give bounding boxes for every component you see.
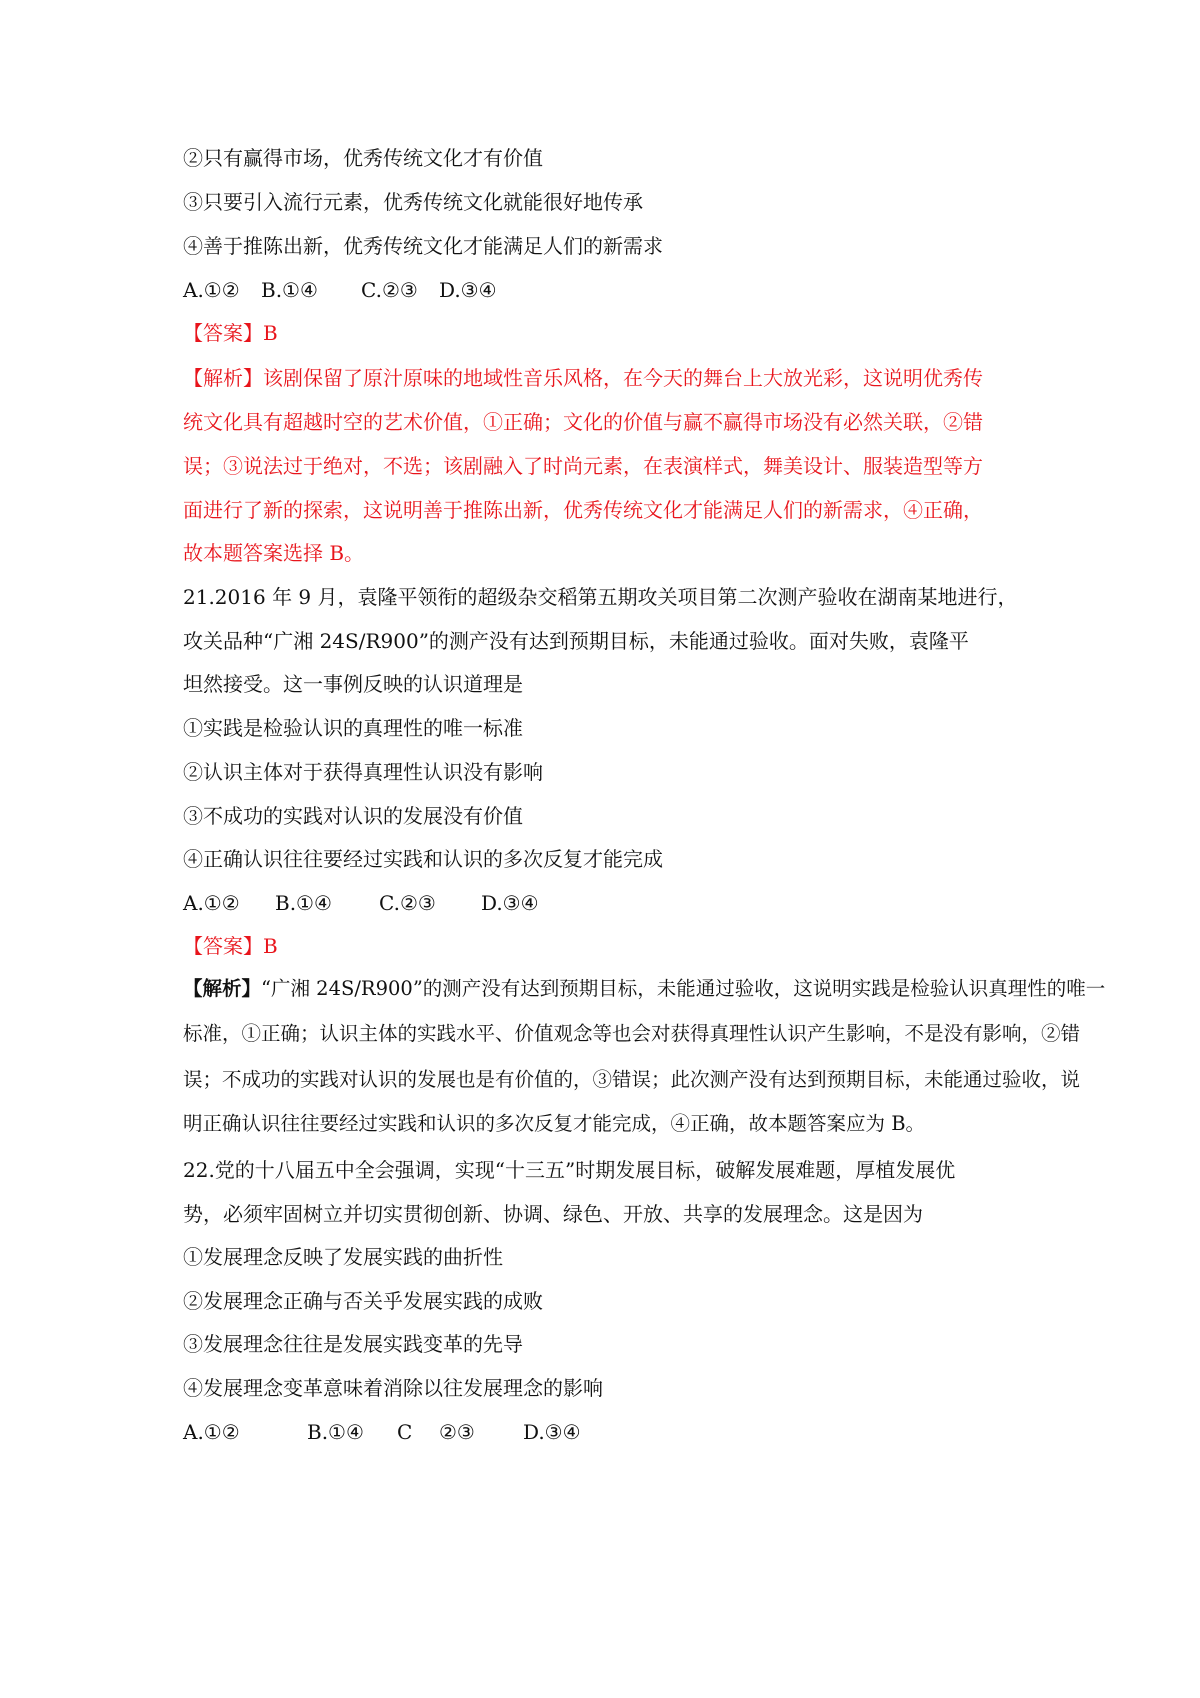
q22-option-2: ②发展理念正确与否关乎发展实践的成败 [183,1289,543,1313]
q21-analysis-tag: 【解析】 [183,977,262,1000]
q21-stem-line-3: 坦然接受。这一事例反映的认识道理是 [183,672,523,696]
q21-stem-line-1: 21.2016 年 9 月，袁隆平领衔的超级杂交稻第五期攻关项目第二次测产验收在湖南某地进行， [183,585,1018,609]
q20-option-2: ②只有赢得市场，优秀传统文化才有价值 [183,146,543,170]
q21-option-4: ④正确认识往往要经过实践和认识的多次反复才能完成 [183,847,663,871]
q21-option-3: ③不成功的实践对认识的发展没有价值 [183,804,523,828]
q20-choice-c: C.②③ [361,278,418,302]
q21-analysis-line-3: 误；不成功的实践对认识的发展也是有价值的，③错误；此次测产没有达到预期目标，未能通过验收，说 [183,1068,1081,1091]
q20-answer [183,319,278,347]
q21-stem-line-2: 攻关品种“广湘 24S/R900”的测产没有达到预期目标，未能通过验收。面对失败，袁隆平 [183,629,969,653]
q20-analysis-line-5: 故本题答案选择 B。 [183,541,365,565]
q21-choice-b: B.①④ [275,891,332,915]
q20-analysis-line-3: 误；③说法过于绝对，不选；该剧融入了时尚元素，在表演样式，舞美设计、服装造型等方 [183,454,983,478]
q20-choices [183,276,497,304]
q20-choice-a: A.①② [183,278,240,302]
q21-analysis-line-4: 明正确认识往往要经过实践和认识的多次反复才能完成，④正确，故本题答案应为 B。 [183,1112,926,1135]
q21-analysis-line-2: 标准，①正确；认识主体的实践水平、价值观念等也会对获得真理性认识产生影响，不是没有影响，②错 [183,1022,1081,1045]
q22-option-4: ④发展理念变革意味着消除以往发展理念的影响 [183,1376,603,1400]
q21-analysis-line-1: 【解析】“广湘 24S/R900”的测产没有达到预期目标，未能通过验收，这说明实践是检验认识真理性的唯一 [183,977,1106,1000]
q20-answer-tag: 【答案】 [183,321,263,345]
q22-option-1: ①发展理念反映了发展实践的曲折性 [183,1245,503,1269]
q20-answer-value: B [263,321,278,345]
q20-analysis-line-4: 面进行了新的探索，这说明善于推陈出新，优秀传统文化才能满足人们的新需求，④正确， [183,498,983,522]
q21-choice-a: A.①② [183,891,240,915]
q21-choices [183,889,539,917]
q21-choice-d: D.③④ [481,891,539,915]
q22-choice-b: B.①④ [307,1420,364,1444]
q22-choice-d: D.③④ [523,1420,581,1444]
q20-analysis-line-1: 【解析】该剧保留了原汁原味的地域性音乐风格，在今天的舞台上大放光彩，这说明优秀传 [183,366,983,390]
q20-choice-b: B.①④ [261,278,318,302]
q21-answer-tag: 【答案】 [183,934,263,958]
q22-choice-c: C [397,1420,413,1444]
q22-option-3: ③发展理念往往是发展实践变革的先导 [183,1332,523,1356]
q22-choices [183,1418,581,1446]
q21-answer-value: B [263,934,278,958]
q22-stem-line-2: 势，必须牢固树立并切实贯彻创新、协调、绿色、开放、共享的发展理念。这是因为 [183,1202,923,1226]
q20-choice-d: D.③④ [439,278,497,302]
q20-option-4: ④善于推陈出新，优秀传统文化才能满足人们的新需求 [183,234,663,258]
q22-stem-line-1: 22.党的十八届五中全会强调，实现“十三五”时期发展目标，破解发展难题，厚植发展优 [183,1158,956,1182]
q22-choice-a: A.①② [183,1420,240,1444]
q21-answer [183,932,278,960]
q21-choice-c: C.②③ [379,891,436,915]
q21-option-2: ②认识主体对于获得真理性认识没有影响 [183,760,543,784]
q22-choice-c-values: ②③ [439,1420,475,1444]
q21-option-1: ①实践是检验认识的真理性的唯一标准 [183,716,523,740]
q20-option-3: ③只要引入流行元素，优秀传统文化就能很好地传承 [183,190,643,214]
q20-analysis-line-2: 统文化具有超越时空的艺术价值，①正确；文化的价值与赢不赢得市场没有必然关联，②错 [183,410,983,434]
q20-analysis-tag: 【解析】 [183,366,263,390]
